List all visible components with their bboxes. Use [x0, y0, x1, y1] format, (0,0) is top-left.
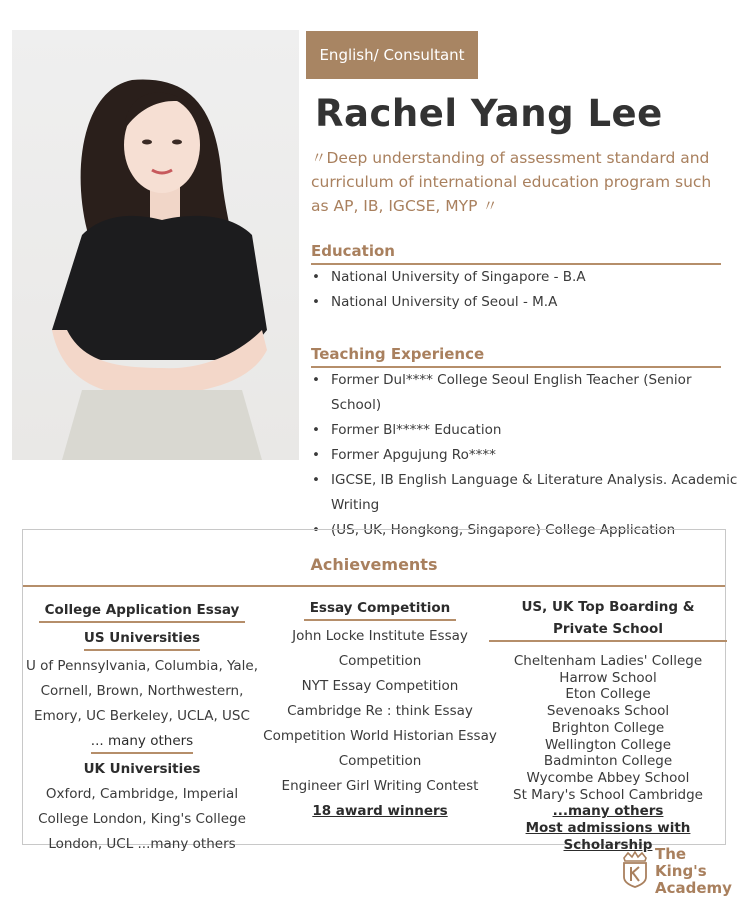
award-winners: 18 award winners [312, 803, 448, 819]
divider [23, 585, 725, 587]
us-universities-text: U of Pennsylvania, Columbia, Yale, Cornell, Brown, Northwestern, Emory, UC Berkeley, UCLA, USC [25, 658, 259, 724]
subheading: US Universities [84, 627, 200, 651]
education-heading: Education [311, 242, 721, 265]
profile-quote: 〃Deep understanding of assessment standard and curriculum of international education program such as AP, IB, IGCSE, MYP 〃 [311, 149, 712, 215]
competition-item: Engineer Girl Writing Contest [281, 778, 479, 794]
list-item: • National University of Seoul - M.A [311, 290, 741, 315]
many-others: ...many others [552, 803, 664, 820]
scholarship-note: Most admissions with Scholarship [525, 820, 691, 853]
competition-item: NYT Essay Competition [301, 678, 459, 694]
school-item: Brighton College [551, 719, 665, 736]
consultant-name: Rachel Yang Lee [315, 92, 663, 135]
achievements-heading: Achievements [310, 555, 438, 574]
education-list [311, 265, 741, 315]
column-heading: College Application Essay [39, 599, 246, 623]
competition-item: Cambridge Re : think Essay Competition World Historian Essay Competition [263, 703, 497, 769]
competition-item: John Locke Institute Essay Competition [292, 628, 468, 669]
profile-photo [12, 30, 299, 460]
list-item: • Former Apgujung Ro**** [311, 443, 741, 468]
list-item: • (US, UK, Hongkong, Singapore) College Application [311, 518, 741, 543]
uk-universities-text: Oxford, Cambridge, Imperial College London, King's College London, UCL ...many others [38, 786, 246, 852]
college-essay-column [23, 598, 261, 857]
list-item: • Former Bl***** Education [311, 418, 741, 443]
column-heading: US, UK Top Boarding & Private School [489, 596, 727, 642]
subheading: UK Universities [83, 761, 201, 777]
crown-k-shield-icon [621, 850, 649, 892]
role-tag: English/ Consultant [306, 31, 478, 79]
achievements-box [22, 529, 726, 853]
us-more-text: ... many others [91, 730, 193, 754]
school-item: Sevenoaks School [546, 703, 670, 720]
boarding-school-column [489, 596, 727, 853]
logo-line2: Academy [655, 878, 732, 897]
school-item: Eton College [565, 686, 651, 703]
school-item: Cheltenham Ladies' College [513, 653, 703, 669]
school-item: Wycombe Abbey School [526, 769, 690, 786]
logo-line1: The King's [655, 844, 707, 880]
kings-academy-logo [621, 844, 741, 897]
essay-competition-column [261, 596, 499, 824]
column-heading: Essay Competition [304, 597, 457, 621]
list-item: • Former Dul**** College Seoul English Teacher (Senior School) [311, 368, 741, 418]
school-item: St Mary's School Cambridge [513, 786, 703, 803]
list-item: • National University of Singapore - B.A [311, 265, 741, 290]
list-item: • IGCSE, IB English Language & Literature Analysis. Academic Writing [311, 468, 741, 518]
school-item: Wellington College [544, 736, 671, 753]
school-item: Badminton College [543, 753, 673, 770]
school-item: Harrow School [559, 669, 657, 686]
experience-list [311, 368, 741, 543]
experience-heading: Teaching Experience [311, 345, 721, 368]
